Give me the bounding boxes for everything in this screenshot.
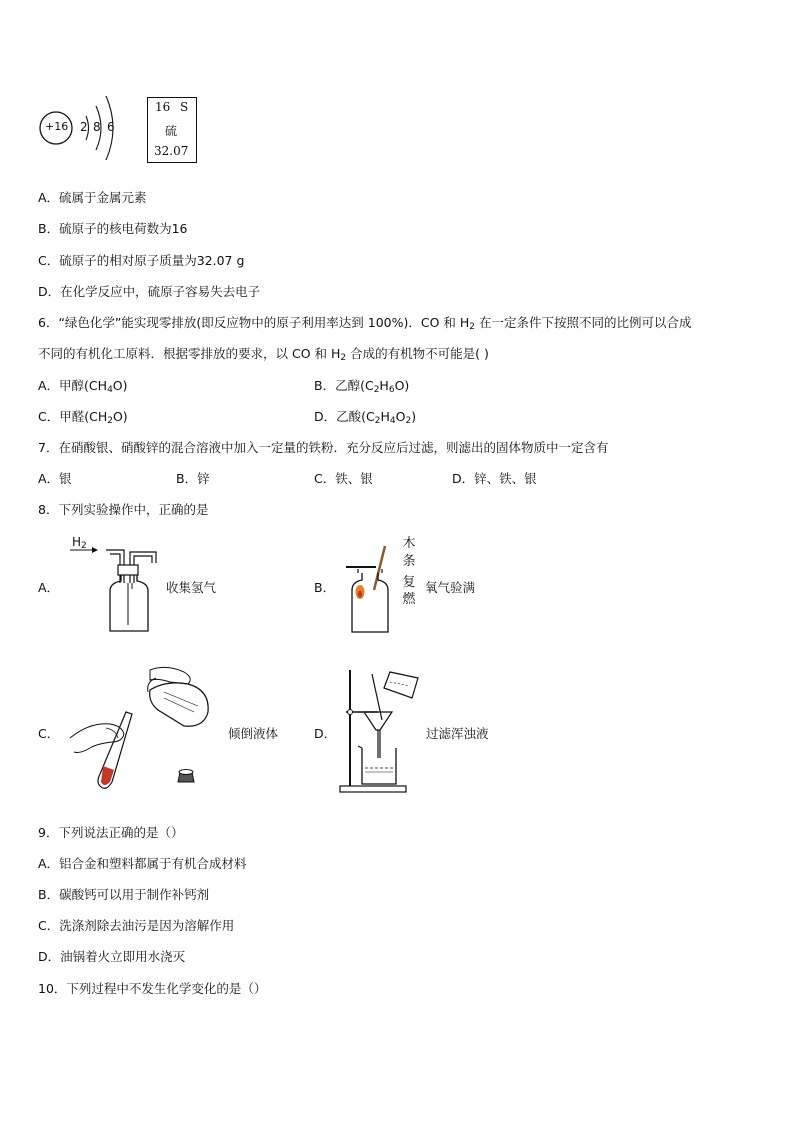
- q7-option-b: B．锌: [176, 471, 210, 486]
- vertical-label-char-2: 条: [402, 554, 416, 569]
- sulfur-atom-structure-diagram: [36, 88, 126, 168]
- q6-option-a: A．甲醇$(CH_4O)$: [38, 378, 128, 395]
- q8-option-d-letter: D．: [314, 726, 337, 741]
- shell-2-electrons: 8: [93, 120, 101, 134]
- atomic-number: 16: [155, 100, 171, 114]
- q6-stem-line-2: 不同的有机化工原料．根据零排放的要求，以 CO 和 $H_2$ 合成的有机物不可能是( ): [38, 346, 489, 363]
- q5-option-b: B．硫原子的核电荷数为16: [38, 221, 188, 236]
- q8-option-c-letter: C．: [38, 726, 60, 741]
- q9-option-d: D．油锅着火立即用水浇灭: [38, 949, 186, 964]
- q8-option-c-caption: 倾倒液体: [228, 726, 279, 741]
- oxygen-test-bottle-figure: [342, 540, 400, 634]
- q6-option-d: D．乙酸$(C_2H_4O_2)$: [314, 409, 417, 426]
- q7-option-c: C．铁、银: [314, 471, 373, 486]
- q5-option-c: C．硫原子的相对原子质量为32.07 g: [38, 253, 245, 268]
- pouring-liquid-figure: [66, 662, 216, 792]
- q7-stem: 7．在硝酸银、硝酸锌的混合溶液中加入一定量的铁粉．充分反应后过滤，则滤出的固体物质中一定含有: [38, 440, 609, 455]
- q9-option-c: C．洗涤剂除去油污是因为溶解作用: [38, 918, 235, 933]
- gas-collection-bottle-figure: [66, 545, 166, 633]
- q8-option-b-caption: 氧气验满: [425, 580, 476, 595]
- element-symbol: S: [180, 100, 189, 114]
- q5-option-a: A．硫属于金属元素: [38, 190, 147, 205]
- shell-1-electrons: 2: [80, 120, 88, 134]
- q8-stem: 8．下列实验操作中，正确的是: [38, 502, 209, 517]
- q10-stem: 10．下列过程中不发生化学变化的是（）: [38, 981, 267, 996]
- hydrogen-inlet-label: $H_2$: [72, 535, 87, 551]
- q6-option-c: C．甲醛$(CH_2O)$: [38, 409, 128, 426]
- q6-option-b: B．乙醇$(C_2H_6O)$: [314, 378, 410, 395]
- q8-option-a-caption: 收集氢气: [166, 580, 217, 595]
- q9-option-b: B．碳酸钙可以用于制作补钙剂: [38, 887, 210, 902]
- vertical-label-char-3: 复: [402, 575, 416, 590]
- nucleus-charge: +16: [45, 120, 69, 133]
- vertical-label-char-4: 燃: [402, 592, 416, 607]
- sulfur-element-card: [147, 97, 197, 163]
- q7-option-a: A．银: [38, 471, 72, 486]
- q9-stem: 9．下列说法正确的是（）: [38, 825, 184, 840]
- atomic-mass: 32.07: [154, 144, 189, 158]
- filtration-apparatus-figure: [338, 668, 422, 796]
- q5-option-d: D．在化学反应中，硫原子容易失去电子: [38, 284, 261, 299]
- q8-option-a-letter: A．: [38, 580, 60, 595]
- q6-stem-line-1: 6．“绿色化学”能实现零排放(即反应物中的原子利用率达到 100%)．CO 和 $H_2$ 在一定条件下按照不同的比例可以合成: [38, 315, 692, 332]
- q9-option-a: A．铝合金和塑料都属于有机合成材料: [38, 856, 247, 871]
- q7-option-d: D．锌、铁、银: [452, 471, 537, 486]
- q8-option-d-caption: 过滤浑浊液: [426, 726, 489, 741]
- element-name: 硫: [165, 124, 178, 138]
- shell-3-electrons: 6: [107, 120, 115, 134]
- vertical-label-char-1: 木: [402, 536, 416, 551]
- q8-option-b-letter: B．: [314, 580, 336, 595]
